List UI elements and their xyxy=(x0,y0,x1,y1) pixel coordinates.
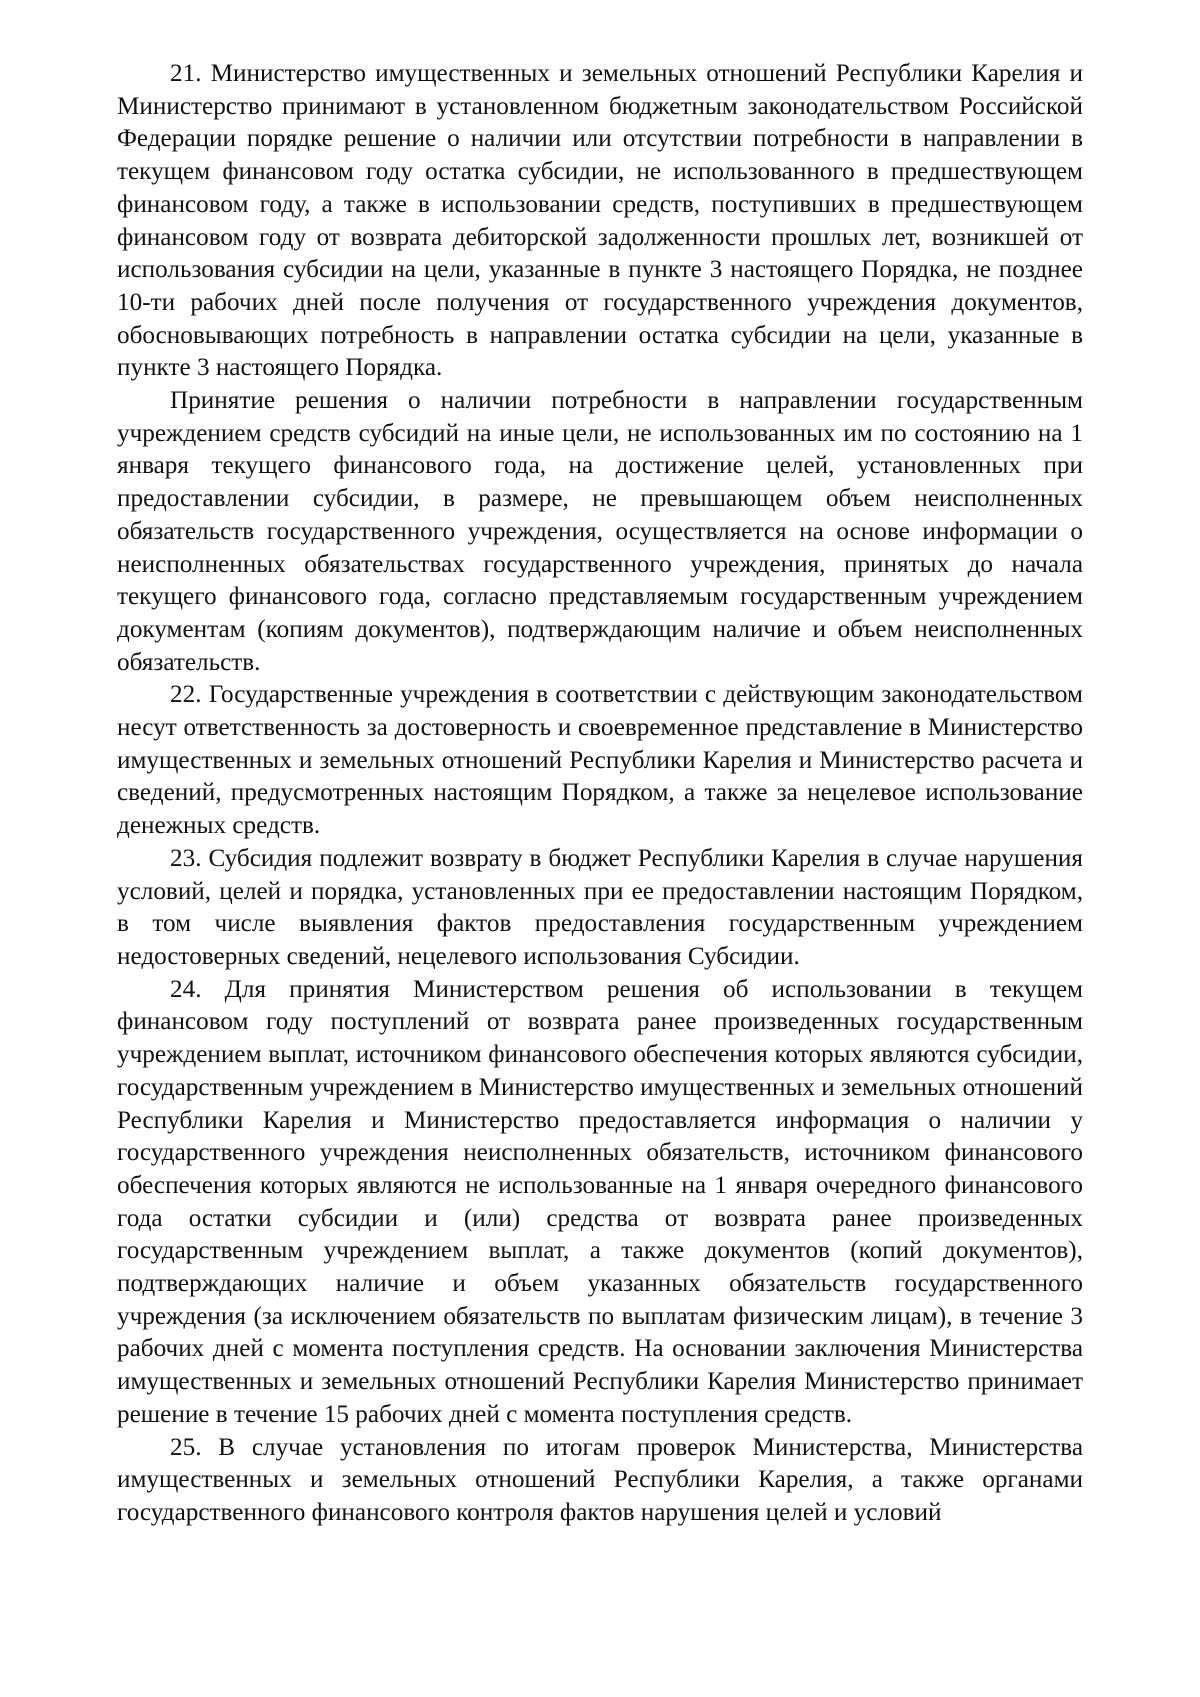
paragraph-21: 21. Министерство имущественных и земельных отношений Республики Карелия и Министерство принимают в установленном бюджетным законодательством Российской Федерации порядке решение о наличии или отсутствии потребности в направлении в текущем финансовом году остатка субсидии, не использованного в предшествующем финансовом году, а также в использовании средств, поступивших в предшествующем финансовом году от возврата дебиторской задолженности прошлых лет, возникшей от использования субсидии на цели, указанные в пункте 3 настоящего Порядка, не позднее 10-ти рабочих дней после получения от государственного учреждения документов, обосновывающих потребность в направлении остатка субсидии на цели, указанные в пункте 3 настоящего Порядка. xyxy=(117,60,1083,382)
paragraph-21-continuation: Принятие решения о наличии потребности в направлении государственным учреждением средств субсидий на иные цели, не использованных им по состоянию на 1 января текущего финансового года, на достижение целей, установленных при предоставлении субсидии, в размере, не превышающем объем неисполненных обязательств государственного учреждения, осуществляется на основе информации о неисполненных обязательствах государственного учреждения, принятых до начала текущего финансового года, согласно представляемым государственным учреждением документам (копиям документов), подтверждающим наличие и объем неисполненных обязательств. xyxy=(117,387,1083,676)
document-page xyxy=(117,58,1083,1530)
paragraph-24: 24. Для принятия Министерством решения об использовании в текущем финансовом году поступлений от возврата ранее произведенных государственным учреждением выплат, источником финансового обеспечения которых являются субсидии, государственным учреждением в Министерство имущественных и земельных отношений Республики Карелия и Министерство предоставляется информация о наличии у государственного учреждения неисполненных обязательств, источником финансового обеспечения которых являются не использованные на 1 января очередного финансового года остатки субсидии и (или) средства от возврата ранее произведенных государственным учреждением выплат, а также документов (копий документов), подтверждающих наличие и объем указанных обязательств государственного учреждения (за исключением обязательств по выплатам физическим лицам), в течение 3 рабочих дней с момента поступления средств. На основании заключения Министерства имущественных и земельных отношений Республики Карелия Министерство принимает решение в течение 15 рабочих дней с момента поступления средств. xyxy=(117,975,1084,1428)
paragraph-23: 23. Субсидия подлежит возврату в бюджет Республики Карелия в случае нарушения условий, целей и порядка, установленных при ее предоставлении настоящим Порядком, в том числе выявления фактов предоставления государственным учреждением недостоверных сведений, нецелевого использования Субсидии. xyxy=(117,844,1083,970)
paragraph-25: 25. В случае установления по итогам проверок Министерства, Министерства имущественных и земельных отношений Республики Карелия, а также органами государственного финансового контроля фактов нарушения целей и условий xyxy=(117,1433,1083,1526)
paragraph-22: 22. Государственные учреждения в соответствии с действующим законодательством несут ответственность за достоверность и своевременное представление в Министерство имущественных и земельных отношений Республики Карелия и Министерство расчета и сведений, предусмотренных настоящим Порядком, а также за нецелевое использование денежных средств. xyxy=(117,681,1083,840)
